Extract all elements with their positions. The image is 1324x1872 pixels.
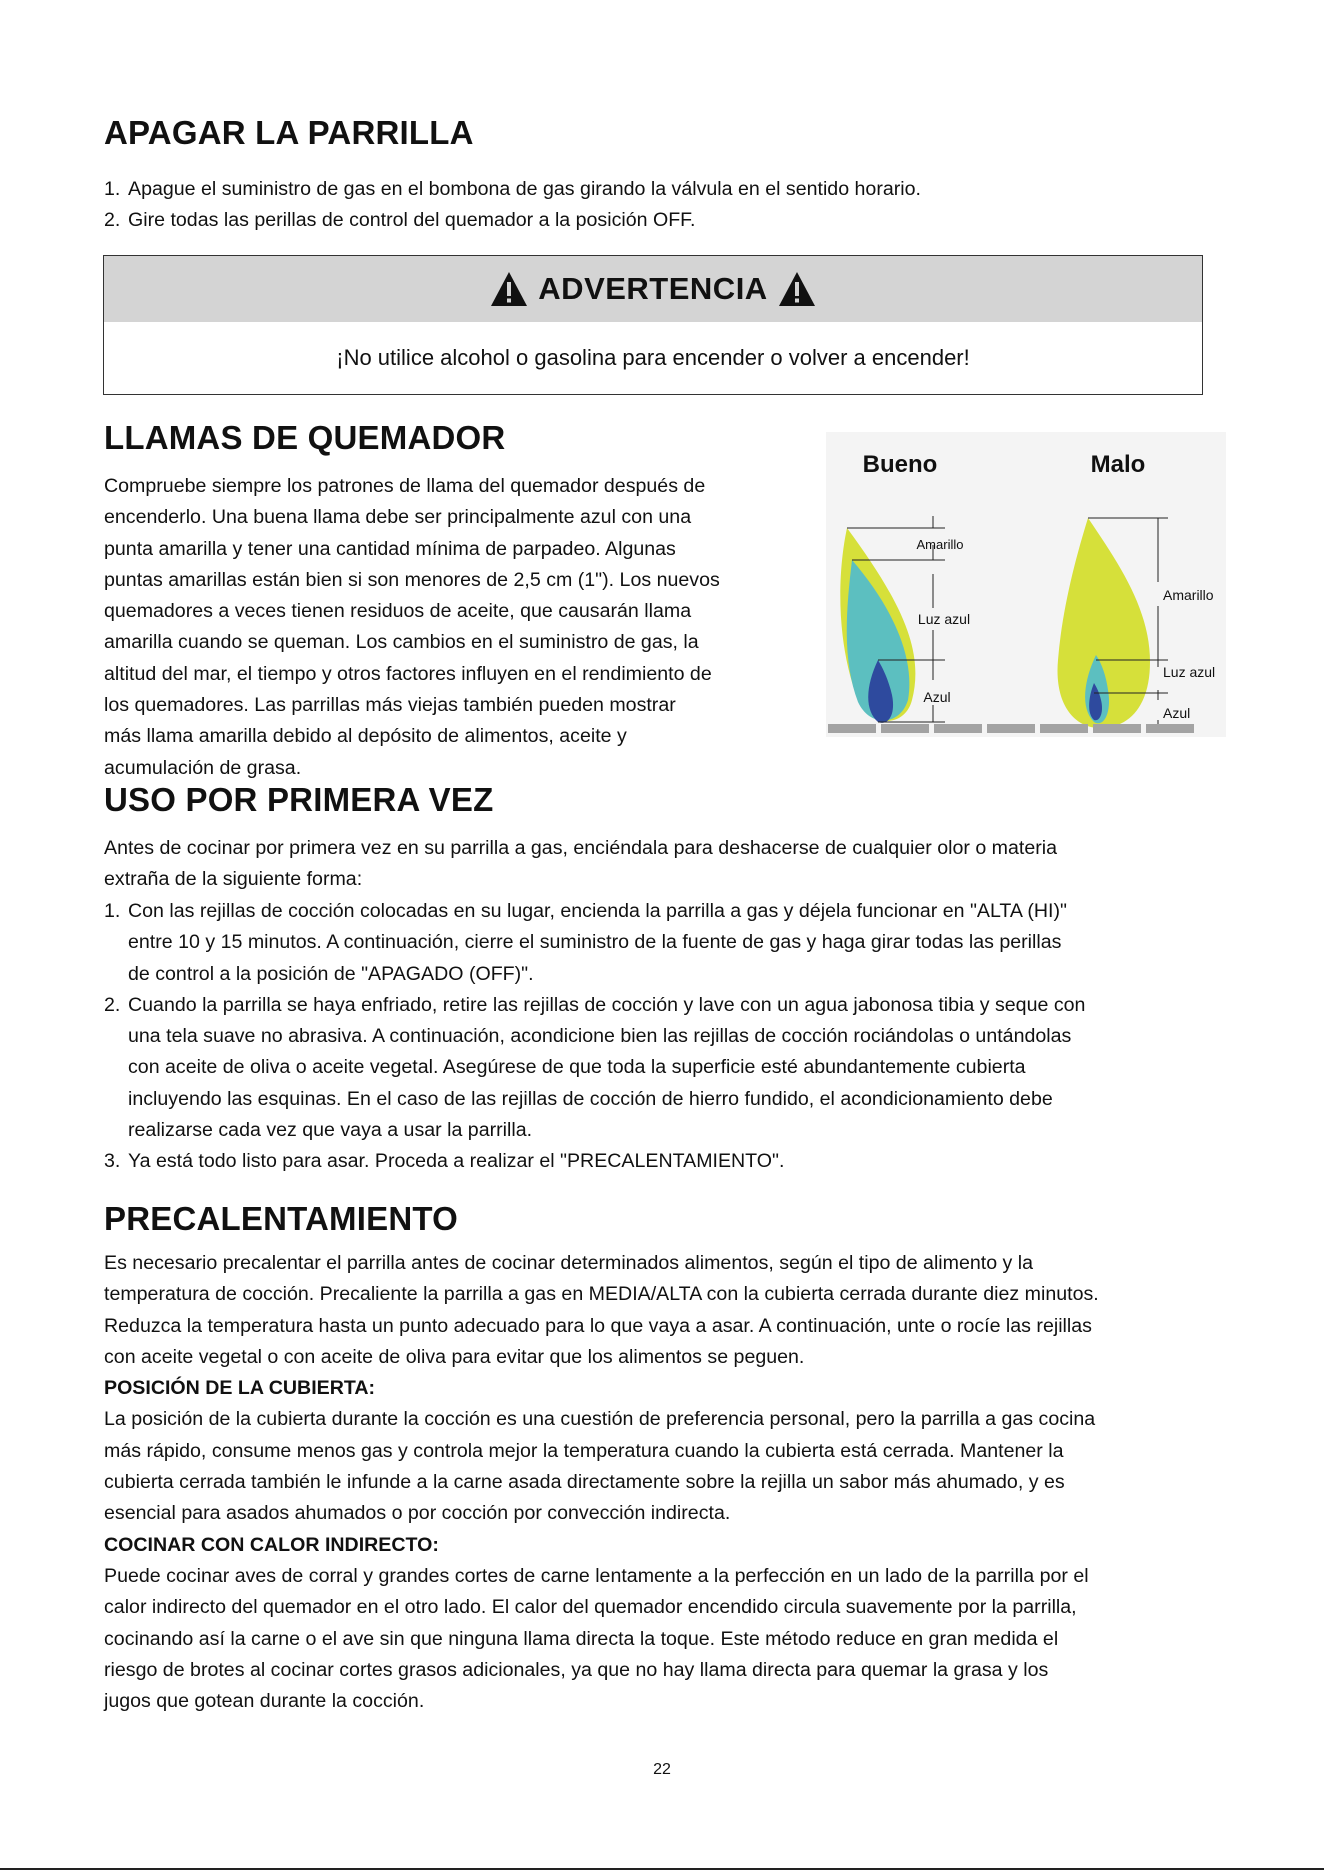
subheading-posicion-cubierta: POSICIÓN DE LA CUBIERTA: — [104, 1377, 376, 1400]
list-item — [104, 205, 921, 236]
text-line: realizarse cada vez que vaya a usar la parrilla. — [128, 1119, 533, 1142]
grate-bars — [828, 724, 1194, 733]
llamas-paragraph — [104, 471, 804, 784]
text-line: entre 10 y 15 minutos. A continuación, cierre el suministro de la fuente de gas y haga girar todas las perillas — [128, 931, 1062, 954]
text-line: acumulación de grasa. — [104, 756, 302, 779]
text-line: puntas amarillas están bien si son menores de 2,5 cm (1"). Los nuevos — [104, 568, 720, 591]
warning-triangle-icon — [778, 271, 816, 307]
list-item — [104, 1146, 1234, 1177]
item-number: 2. — [104, 993, 121, 1016]
item-text: Gire todas las perillas de control del quemador a la posición OFF. — [128, 209, 696, 232]
section-title-apagar: APAGAR LA PARRILLA — [104, 114, 474, 151]
text-line: quemadores a veces tienen residuos de aceite, que causarán llama — [104, 600, 692, 623]
text-line: altitud del mar, el tiempo y otros factores influyen en el rendimiento de — [104, 662, 712, 685]
section-title-uso: USO POR PRIMERA VEZ — [104, 781, 494, 818]
precalentamiento-body — [104, 1248, 1244, 1717]
text-line: Cuando la parrilla se haya enfriado, retire las rejillas de cocción y lave con un agua jabonosa tibia y seque con — [128, 993, 1086, 1016]
bad-blue-label: Azul — [1163, 705, 1191, 721]
text-line: Puede cocinar aves de corral y grandes cortes de carne lentamente a la perfección en un lado de la parrilla por el — [104, 1564, 1089, 1587]
good-label: Bueno — [862, 451, 938, 478]
text-line: Antes de cocinar por primera vez en su parrilla a gas, enciéndala para deshacerse de cualquier olor o materia — [104, 837, 1058, 859]
warning-triangle-icon — [490, 271, 528, 307]
warning-box — [103, 255, 1203, 395]
warning-header — [104, 256, 1202, 322]
flame-pattern-figure — [826, 432, 1226, 737]
good-light-blue-label: Luz azul — [917, 611, 971, 627]
bottom-border — [0, 1868, 1324, 1870]
bad-light-blue-label: Luz azul — [1163, 664, 1216, 680]
apagar-steps — [104, 174, 921, 237]
text-line: amarilla cuando se queman. Los cambios en el suministro de gas, la — [104, 631, 699, 654]
text-line: más rápido, consume menos gas y controla mejor la temperatura cuando la cubierta está cerrada. Mantener la — [104, 1439, 1064, 1462]
text-line: cocinando así la carne o el ave sin que ninguna llama directa la toque. Este método reduce en gran medida el — [104, 1627, 1059, 1650]
item-text: Apague el suministro de gas en el bombona de gas girando la válvula en el sentido horario. — [128, 178, 921, 200]
text-line: con aceite vegetal o con aceite de oliva para evitar que los alimentos se peguen. — [104, 1345, 805, 1368]
text-line: punta amarilla y tener una cantidad mínima de parpadeo. Algunas — [104, 537, 676, 560]
text-line: Ya está todo listo para asar. Proceda a realizar el "PRECALENTAMIENTO". — [128, 1150, 785, 1173]
subheading-calor-indirecto: COCINAR CON CALOR INDIRECTO: — [104, 1533, 439, 1556]
text-line: Es necesario precalentar el parrilla antes de cocinar determinados alimentos, según el tipo de alimento y la — [104, 1252, 1034, 1274]
good-blue-label: Azul — [923, 689, 951, 705]
text-line: calor indirecto del quemador en el otro lado. El calor del quemador encendido circula suavemente por la parrilla, — [104, 1596, 1077, 1619]
list-item — [104, 990, 1234, 1146]
item-number: 1. — [104, 178, 121, 200]
text-line: de control a la posición de "APAGADO (OFF)". — [128, 962, 534, 985]
uso-steps — [104, 896, 1234, 1178]
text-line: esencial para asados ahumados o por cocción por convección indirecta. — [104, 1502, 731, 1525]
text-line: los quemadores. Las parrillas más viejas también pueden mostrar — [104, 694, 676, 717]
section-title-llamas: LLAMAS DE QUEMADOR — [104, 419, 506, 456]
item-number: 3. — [104, 1150, 121, 1173]
text-line: incluyendo las esquinas. En el caso de las rejillas de cocción de hierro fundido, el acondicionamiento debe — [128, 1087, 1053, 1110]
warning-title: ADVERTENCIA — [538, 271, 768, 306]
text-line: Compruebe siempre los patrones de llama del quemador después de — [104, 475, 706, 497]
uso-intro — [104, 833, 1234, 896]
text-line: riesgo de brotes al cocinar cortes grasos adicionales, ya que no hay llama directa para quemar la grasa y los — [104, 1658, 1049, 1681]
text-line: más llama amarilla debido al depósito de alimentos, aceite y — [104, 725, 627, 748]
text-line: jugos que gotean durante la cocción. — [104, 1690, 425, 1713]
bad-yellow-label: Amarillo — [1163, 587, 1214, 603]
page-number: 22 — [653, 1761, 671, 1778]
item-number: 2. — [104, 209, 121, 232]
list-item — [104, 174, 921, 205]
text-line: encenderlo. Una buena llama debe ser principalmente azul con una — [104, 506, 692, 529]
text-line: con aceite de oliva o aceite vegetal. Asegúrese de que toda la superficie esté abundantemente cubierta — [128, 1056, 1026, 1079]
text-line: cubierta cerrada también le infunde a la carne asada directamente sobre la rejilla un sabor más ahumado, y es — [104, 1471, 1065, 1494]
warning-text: ¡No utilice alcohol o gasolina para encender o volver a encender! — [336, 345, 970, 370]
text-line: temperatura de cocción. Precaliente la parrilla a gas en MEDIA/ALTA con la cubierta cerrada durante diez minutos. — [104, 1283, 1099, 1306]
text-line: La posición de la cubierta durante la cocción es una cuestión de preferencia personal, pero la parrilla a gas cocina — [104, 1408, 1096, 1431]
good-yellow-label: Amarillo — [916, 537, 964, 552]
bad-label: Malo — [1090, 451, 1146, 478]
list-item — [104, 896, 1234, 990]
text-line: Con las rejillas de cocción colocadas en su lugar, encienda la parrilla a gas y déjela funcionar en "ALTA (HI)" — [128, 900, 1067, 922]
item-number: 1. — [104, 900, 121, 922]
text-line: extraña de la siguiente forma: — [104, 868, 363, 891]
section-title-precalentamiento: PRECALENTAMIENTO — [104, 1200, 458, 1237]
text-line: Reduzca la temperatura hasta un punto adecuado para lo que vaya a asar. A continuación, unte o rocíe las rejillas — [104, 1314, 1092, 1337]
text-line: una tela suave no abrasiva. A continuación, acondicione bien las rejillas de cocción rociándolas o untándolas — [128, 1025, 1072, 1048]
